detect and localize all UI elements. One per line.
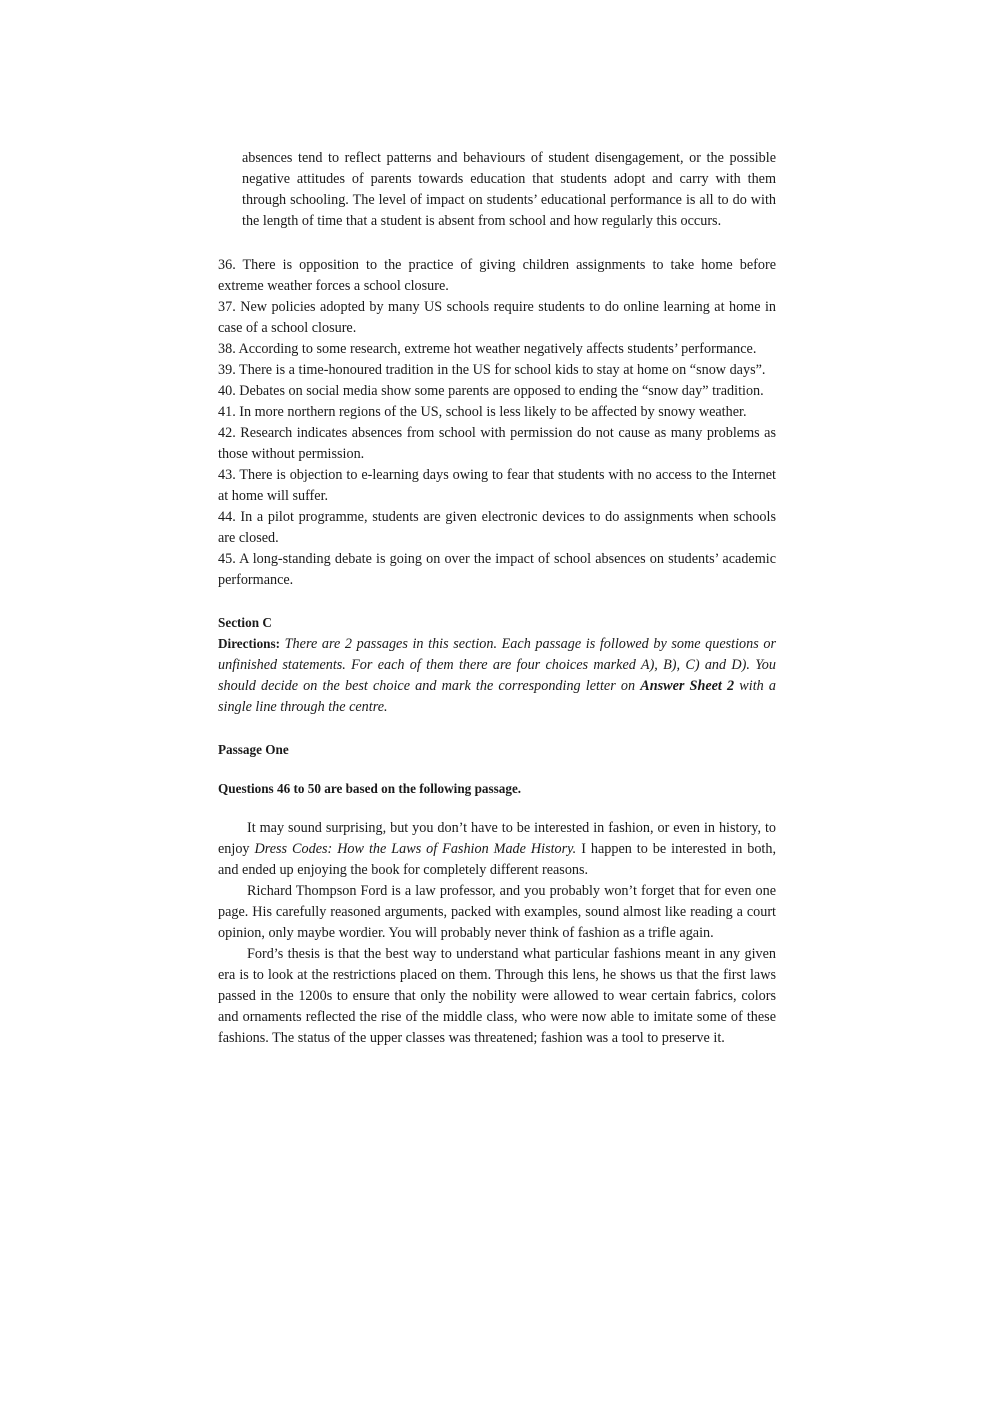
document-page [218, 148, 776, 1049]
directions-paragraph [218, 633, 776, 718]
statement-43: 43. There is objection to e-learning days owing to fear that students with no access to the Internet at home will suffer. [218, 467, 776, 504]
passage-p1-before: It may sound surprising, but you don’t have to be interested in fashion, or even in history, to enjoy [218, 820, 776, 857]
directions-text-1: There are 2 passages in this section. Each passage is followed by some questions or unfinished statements. For each of them there are four choices marked A), B), C) and D). You should decide on the best choice and mark the corresponding letter on [218, 636, 777, 694]
statement-41: 41. In more northern regions of the US, school is less likely to be affected by snowy weather. [218, 404, 747, 420]
passage-paragraph-3: Ford’s thesis is that the best way to understand what particular fashions meant in any given era is to look at the restrictions placed on them. Through this lens, he shows us that the first laws passed in the 1200s to ensure that only the nobility were allowed to wear certain fabrics, colors and ornaments reflected the rise of the middle class, who were now able to imitate some of these fashions. The status of the upper classes was threatened; fashion was a tool to preserve it. [218, 946, 776, 1046]
passage-body [218, 818, 776, 1049]
section-c-title: Section C [218, 615, 272, 630]
passage-paragraph-1 [218, 818, 776, 881]
statement-45: 45. A long-standing debate is going on over the impact of school absences on students’ academic performance. [218, 551, 776, 588]
statement-36: 36. There is opposition to the practice of giving children assignments to take home before extreme weather forces a school closure. [218, 257, 776, 294]
directions-text-2: with a single line through the centre. [218, 678, 776, 715]
statement-42: 42. Research indicates absences from school with permission do not cause as many problems as those without permission. [218, 425, 776, 462]
statement-37: 37. New policies adopted by many US schools require students to do online learning at home in case of a school closure. [218, 299, 776, 336]
directions-label: Directions: [218, 636, 281, 651]
passage-one-title: Passage One [218, 742, 289, 757]
passage-paragraph-2: Richard Thompson Ford is a law professor, and you probably won’t forget that for even one page. His carefully reasoned arguments, packed with examples, sound almost like reading a court opinion, only maybe wordier. You will probably never think of fashion as a trifle again. [218, 883, 776, 941]
book-title: Dress Codes: How the Laws of Fashion Made History. [254, 841, 577, 857]
statement-38: 38. According to some research, extreme hot weather negatively affects students’ performance. [218, 341, 757, 357]
statement-44: 44. In a pilot programme, students are given electronic devices to do assignments when schools are closed. [218, 509, 776, 546]
statement-39: 39. There is a time-honoured tradition in the US for school kids to stay at home on “snow days”. [218, 362, 766, 378]
statement-40: 40. Debates on social media show some parents are opposed to ending the “snow day” tradition. [218, 383, 764, 399]
questions-label: Questions 46 to 50 are based on the following passage. [218, 781, 522, 796]
continuation-paragraph: absences tend to reflect patterns and behaviours of student disengagement, or the possible negative attitudes of parents towards education that students adopt and carry with them through schooling. The level of impact on students’ educational performance is all to do with the length of time that a student is absent from school and how regularly this occurs. [242, 150, 776, 229]
passage-p1-after: I happen to be interested in both, and ended up enjoying the book for completely different reasons. [218, 841, 777, 878]
statements-list [218, 255, 776, 591]
answer-sheet-label: Answer Sheet 2 [640, 678, 735, 694]
